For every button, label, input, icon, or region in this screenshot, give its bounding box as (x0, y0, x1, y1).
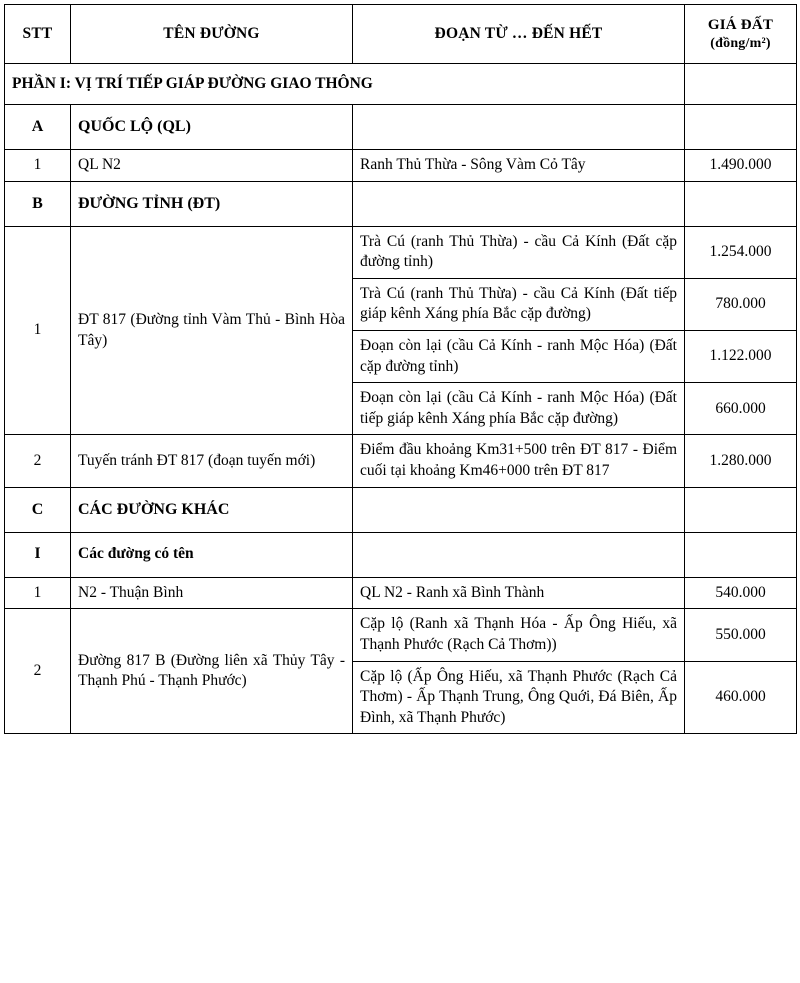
row-tuyen-tranh-segment: Điểm đầu khoảng Km31+500 trên ĐT 817 - Điểm cuối tại khoảng Km46+000 trên ĐT 817 (353, 435, 685, 487)
group-a-stt: A (5, 105, 71, 150)
column-header-price-unit: (đồng/m²) (710, 35, 771, 51)
group-row-c (5, 487, 797, 532)
column-header-name: TÊN ĐƯỜNG (71, 5, 353, 64)
group-c-price-empty (685, 487, 797, 532)
part-title-price-empty (685, 64, 797, 105)
row-dt817-segment-1: Trà Cú (ranh Thủ Thừa) - cầu Cả Kính (Đất cặp đường tỉnh) (353, 226, 685, 278)
row-ql-n2-name: QL N2 (71, 150, 353, 182)
column-header-price (685, 5, 797, 64)
row-dt817-name: ĐT 817 (Đường tỉnh Vàm Thủ - Bình Hòa Tây) (71, 226, 353, 435)
group-c-segment-empty (353, 487, 685, 532)
group-b-name: ĐƯỜNG TỈNH (ĐT) (71, 181, 353, 226)
table-row (5, 226, 797, 278)
row-n2-thuan-binh-segment: QL N2 - Ranh xã Bình Thành (353, 577, 685, 609)
column-header-stt: STT (5, 5, 71, 64)
group-c-stt: C (5, 487, 71, 532)
row-duong-817b-price-1: 550.000 (685, 609, 797, 661)
group-a-segment-empty (353, 105, 685, 150)
group-b-price-empty (685, 181, 797, 226)
group-c-name: CÁC ĐƯỜNG KHÁC (71, 487, 353, 532)
column-header-segment: ĐOẠN TỪ … ĐẾN HẾT (353, 5, 685, 64)
group-i-price-empty (685, 532, 797, 577)
group-b-stt: B (5, 181, 71, 226)
group-a-price-empty (685, 105, 797, 150)
table-row (5, 150, 797, 182)
row-dt817-price-4: 660.000 (685, 383, 797, 435)
row-dt817-price-2: 780.000 (685, 278, 797, 330)
group-a-name: QUỐC LỘ (QL) (71, 105, 353, 150)
row-n2-thuan-binh-stt: 1 (5, 577, 71, 609)
table-row (5, 577, 797, 609)
row-ql-n2-price: 1.490.000 (685, 150, 797, 182)
row-ql-n2-segment: Ranh Thủ Thừa - Sông Vàm Cỏ Tây (353, 150, 685, 182)
group-b-segment-empty (353, 181, 685, 226)
column-header-price-label: GIÁ ĐẤT (707, 17, 774, 34)
group-i-stt: I (5, 532, 71, 577)
row-duong-817b-segment-1: Cặp lộ (Ranh xã Thạnh Hóa - Ấp Ông Hiếu, xã Thạnh Phước (Rạch Cả Thơm)) (353, 609, 685, 661)
table-header-row (5, 5, 797, 64)
table-row (5, 609, 797, 661)
part-title: PHẦN I: VỊ TRÍ TIẾP GIÁP ĐƯỜNG GIAO THÔNG (5, 64, 685, 105)
row-duong-817b-price-2: 460.000 (685, 661, 797, 734)
group-i-name: Các đường có tên (71, 532, 353, 577)
row-dt817-segment-2: Trà Cú (ranh Thủ Thừa) - cầu Cả Kính (Đất tiếp giáp kênh Xáng phía Bắc cặp đường) (353, 278, 685, 330)
group-row-i (5, 532, 797, 577)
row-dt817-segment-3: Đoạn còn lại (cầu Cả Kính - ranh Mộc Hóa) (Đất cặp đường tỉnh) (353, 331, 685, 383)
land-price-table (4, 4, 797, 734)
row-n2-thuan-binh-price: 540.000 (685, 577, 797, 609)
row-duong-817b-stt: 2 (5, 609, 71, 734)
row-dt817-price-1: 1.254.000 (685, 226, 797, 278)
table-row (5, 435, 797, 487)
row-dt817-stt: 1 (5, 226, 71, 435)
row-dt817-segment-4: Đoạn còn lại (cầu Cả Kính - ranh Mộc Hóa) (Đất tiếp giáp kênh Xáng phía Bắc cặp đường) (353, 383, 685, 435)
group-i-segment-empty (353, 532, 685, 577)
row-ql-n2-stt: 1 (5, 150, 71, 182)
row-duong-817b-segment-2: Cặp lộ (Ấp Ông Hiếu, xã Thạnh Phước (Rạch Cả Thơm) - Ấp Thạnh Trung, Ông Quới, Đá Biên, Ấp Đình, xã Thạnh Phước) (353, 661, 685, 734)
group-row-b (5, 181, 797, 226)
row-duong-817b-name: Đường 817 B (Đường liên xã Thủy Tây - Thạnh Phú - Thạnh Phước) (71, 609, 353, 734)
row-n2-thuan-binh-name: N2 - Thuận Bình (71, 577, 353, 609)
row-tuyen-tranh-price: 1.280.000 (685, 435, 797, 487)
group-row-a (5, 105, 797, 150)
row-tuyen-tranh-stt: 2 (5, 435, 71, 487)
part-title-row (5, 64, 797, 105)
row-dt817-price-3: 1.122.000 (685, 331, 797, 383)
row-tuyen-tranh-name: Tuyến tránh ĐT 817 (đoạn tuyến mới) (71, 435, 353, 487)
